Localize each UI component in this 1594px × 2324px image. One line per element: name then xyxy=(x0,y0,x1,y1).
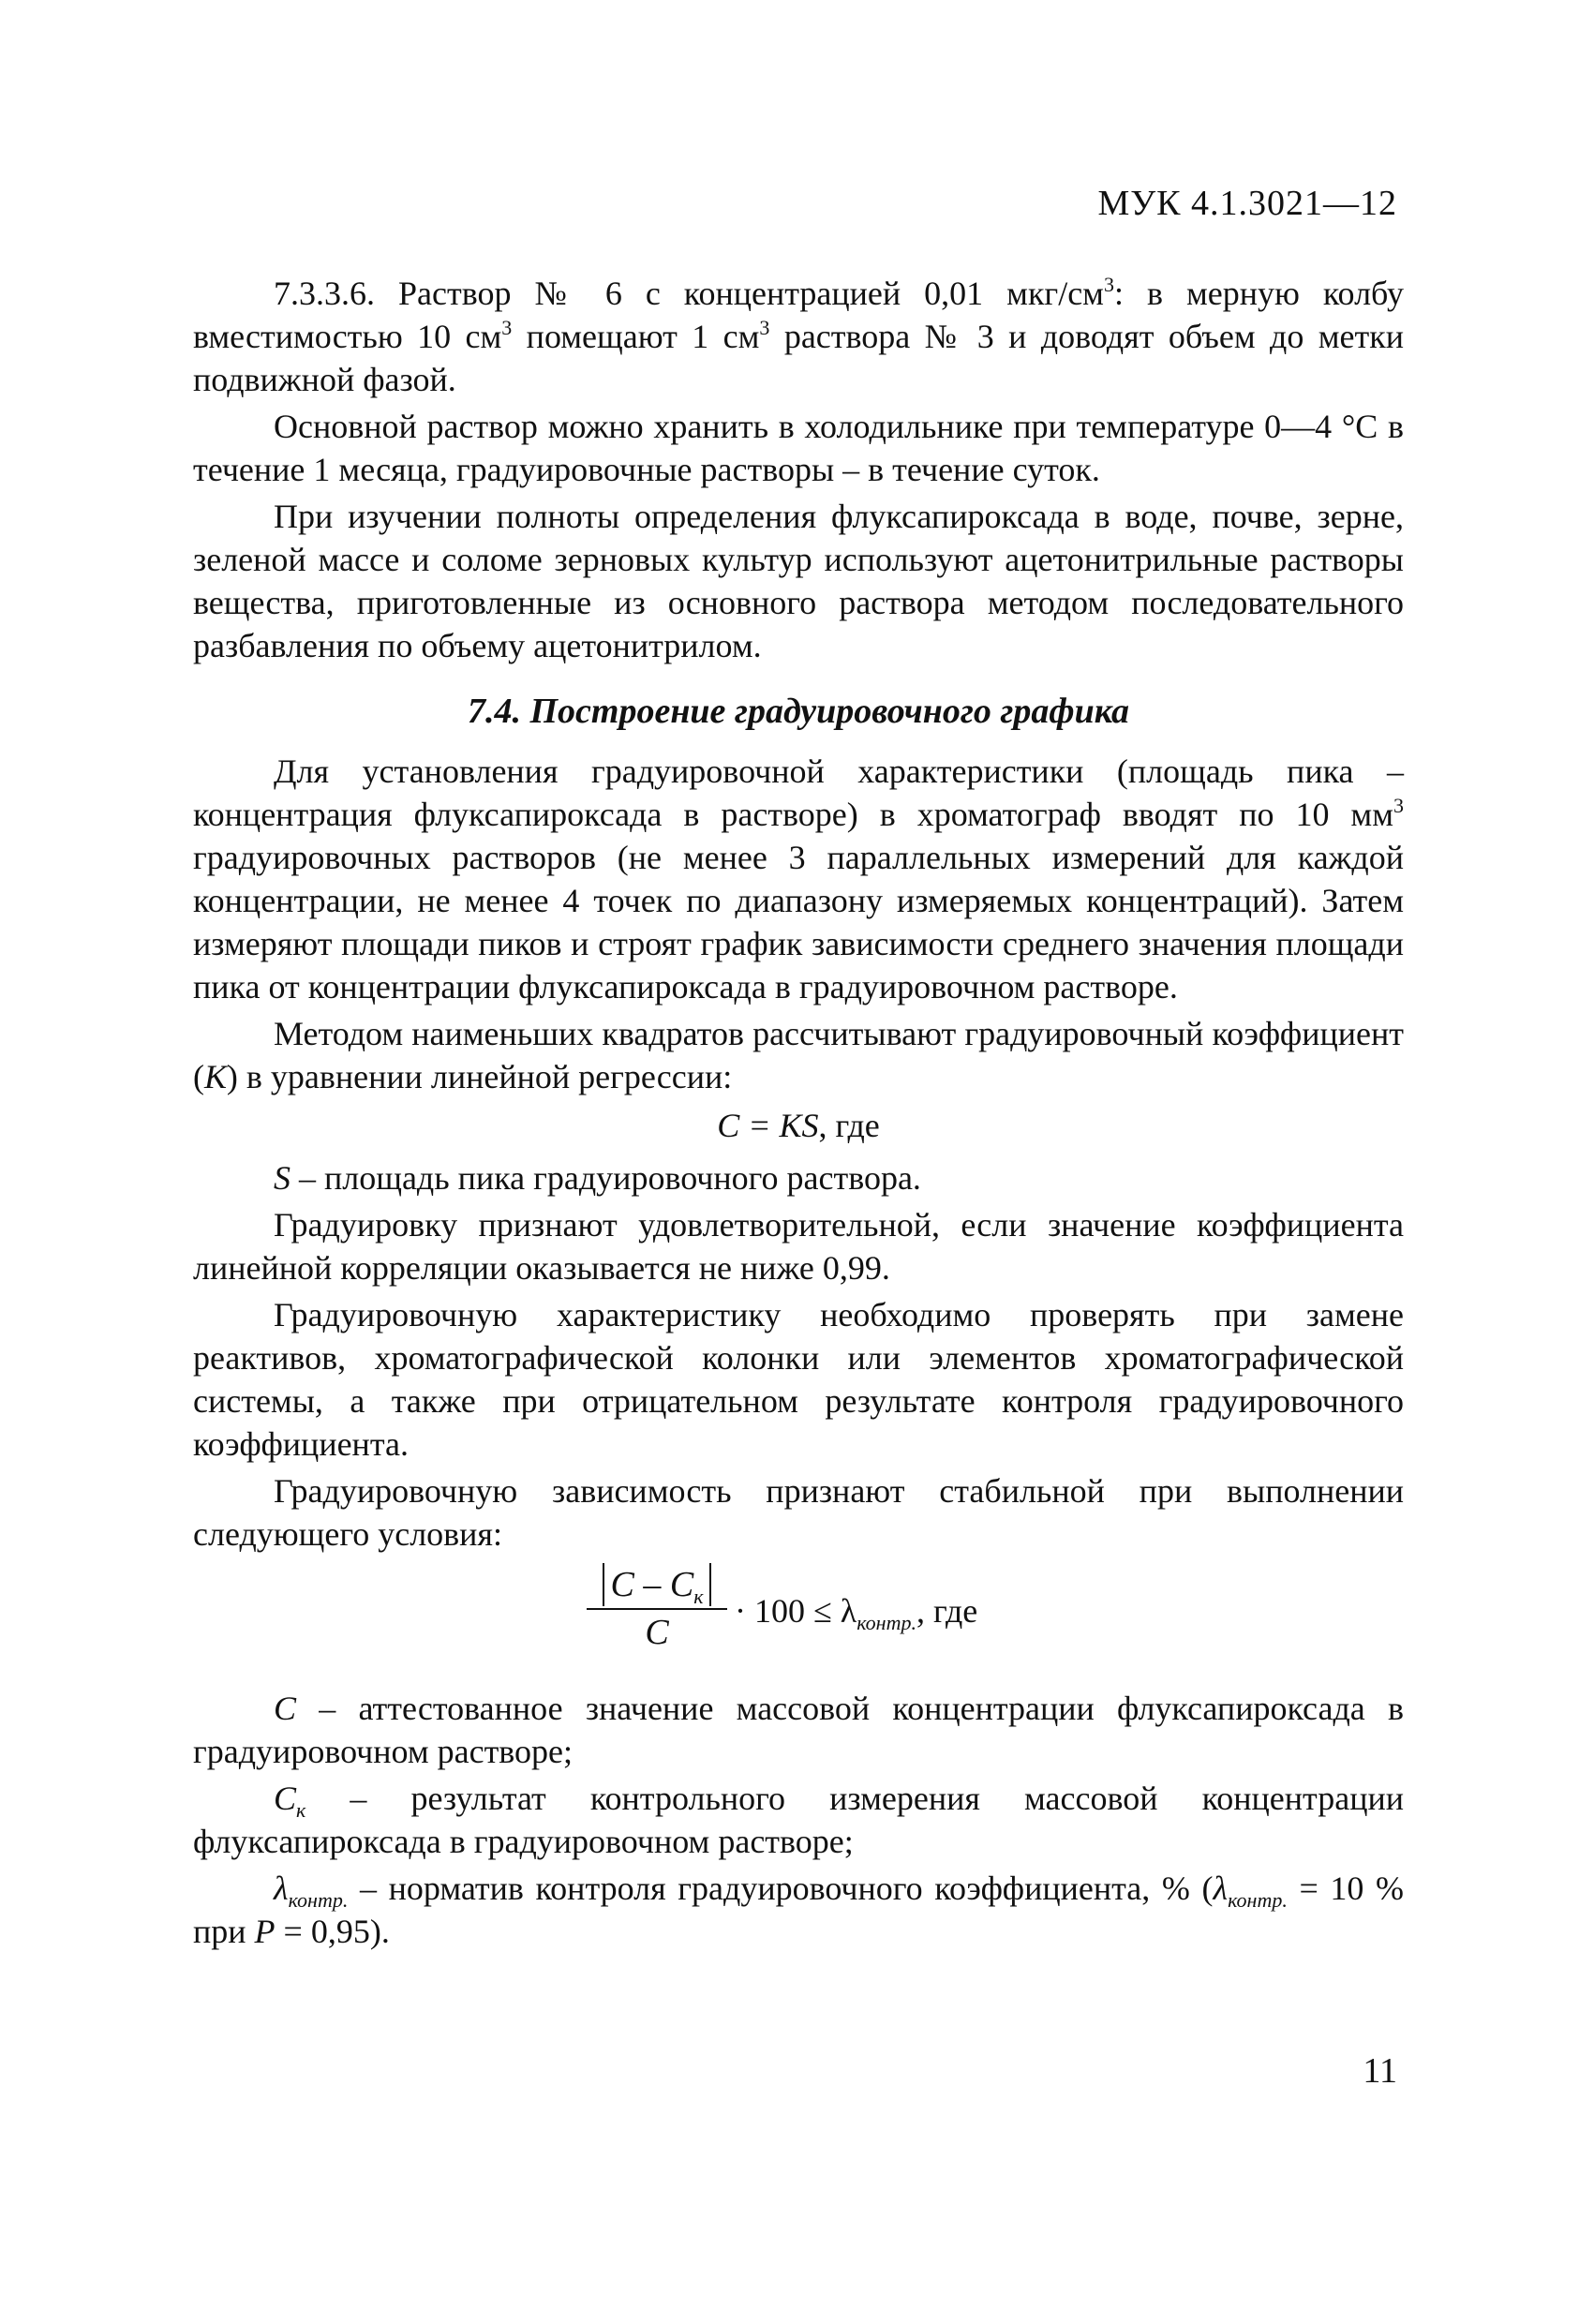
formula-rest: · $100 \le \lambda_{контр.}$, где xyxy=(735,1592,978,1634)
fraction-bar xyxy=(587,1608,727,1610)
paragraph-recheck: Градуировочную характеристику необходимо проверять при замене реактивов, хроматографической колонки или элементов хроматографической системы, а также при отрицательном результате контроля градуировочного коэффициента. xyxy=(193,1296,1404,1463)
fraction-numerator: С – $С_к$ xyxy=(587,1563,727,1606)
paragraph-storage: Основной раствор можно хранить в холодильнике при температуре 0—4 °С в течение 1 месяца, градуировочные растворы – в течение суток. xyxy=(193,408,1404,488)
fraction xyxy=(587,1563,727,1653)
document-code: МУК 4.1.3021—12 xyxy=(1097,184,1397,223)
formula-stability xyxy=(193,1563,1404,1674)
paragraph-least-squares: Методом наименьших квадратов рассчитывают градуировочный коэффициент (К) в уравнении линейной регрессии: xyxy=(193,1015,1404,1095)
fraction-denominator: С xyxy=(645,1613,669,1652)
page-number: 11 xyxy=(1363,2051,1397,2091)
definition-c: С – аттестованное значение массовой концентрации флуксапироксада в градуировочном растворе; xyxy=(193,1690,1404,1770)
paragraph-correlation: Градуировку признают удовлетворительной, если значение коэффициента линейной корреляции оказывается не ниже 0,99. xyxy=(193,1206,1404,1287)
document-body xyxy=(193,272,1404,1957)
formula-regression: С = KS, где xyxy=(717,1107,880,1144)
section-heading: 7.4. Построение градуировочного графика xyxy=(467,692,1130,731)
definition-lambda: $\lambda_{контр.}$ – норматив контроля градуировочного коэффициента, % ($\lambda_{контр.} = 10$ % при Р = 0,95). xyxy=(193,1870,1404,1950)
paragraph-recovery: При изучении полноты определения флуксапироксада в воде, почве, зерне, зеленой массе и соломе зерновых культур используют ацетонитрильные растворы вещества, приготовленные из основного раствора методом последовательного разбавления по объему ацетонитрилом. xyxy=(193,498,1404,664)
paragraph-7-3-3-6: 7.3.3.6. Раствор № 6 с концентрацией 0,01 мкг/$см^3$: в мерную колбу вместимостью 10 $см^3$ помещают 1 $см^3$ раствора № 3 и доводят объем до метки подвижной фазой. xyxy=(193,273,1405,398)
definition-ck: $С_к$ – результат контрольного измерения массовой концентрации флуксапироксада в градуировочном растворе; xyxy=(193,1780,1404,1860)
paragraph-stability: Градуировочную зависимость признают стабильной при выполнении следующего условия: xyxy=(193,1472,1404,1553)
definition-s: S – площадь пика градуировочного раствора. xyxy=(274,1159,921,1197)
paragraph-calibration: Для установления градуировочной характеристики (площадь пика – концентрация флуксапироксада в растворе) в хроматограф вводят по 10 $мм^3$ градуировочных растворов (не менее 3 параллельных измерений для каждой концентрации, не менее 4 точек по диапазону измеряемых концентраций). Затем измеряют площади пиков и строят график зависимости среднего значения площади пика от концентрации флуксапироксада в градуировочном растворе. xyxy=(193,752,1404,1006)
